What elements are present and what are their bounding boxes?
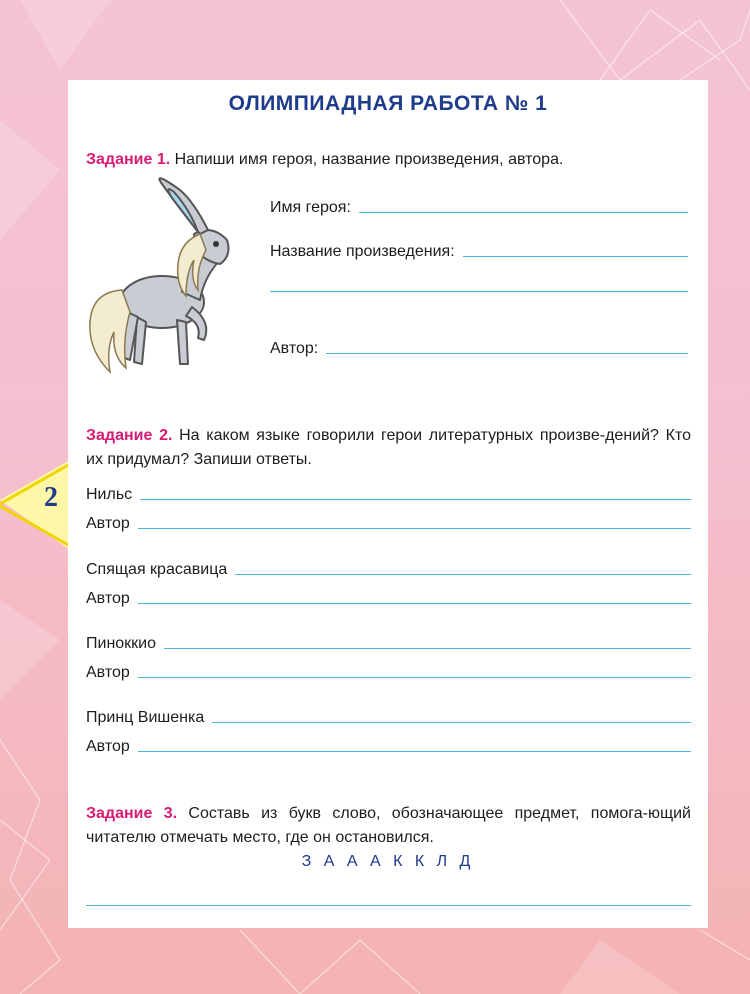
- author-label: Автор:: [270, 340, 319, 357]
- horse-illustration: [82, 172, 242, 382]
- answer-line[interactable]: [138, 751, 691, 752]
- answer-row-nils: [86, 486, 691, 504]
- work-title-field: [270, 243, 688, 261]
- answer-line[interactable]: [138, 677, 691, 678]
- task1-label: Задание 1.: [86, 151, 171, 168]
- answer-line[interactable]: [212, 722, 691, 723]
- task1-prompt: [86, 148, 691, 172]
- answer-line[interactable]: [140, 499, 691, 500]
- task2-label: Задание 2.: [86, 427, 173, 444]
- author-row-sleeping-beauty: [86, 590, 691, 608]
- task3-prompt: [86, 802, 691, 850]
- scrambled-letters: З А А А К К Л Д: [301, 853, 475, 870]
- task2-prompt: [86, 424, 691, 472]
- page-title: ОЛИМПИАДНАЯ РАБОТА № 1: [228, 92, 548, 115]
- author-row-pinocchio: [86, 664, 691, 682]
- work-title-answer-line[interactable]: [463, 256, 688, 257]
- author-label: Автор: [86, 664, 130, 681]
- hero-name-answer-line[interactable]: [359, 212, 688, 213]
- answer-row-pinocchio: [86, 635, 691, 653]
- item-label: Спящая красавица: [86, 561, 228, 578]
- answer-row-prince-cherry: [86, 709, 691, 727]
- task1-text: Напиши имя героя, название произведения, автора.: [174, 151, 564, 168]
- hero-name-label: Имя героя:: [270, 199, 351, 216]
- work-title-answer-line-2[interactable]: [270, 291, 688, 292]
- page-number: 2: [44, 482, 58, 513]
- work-title-label: Название произведения:: [270, 243, 455, 260]
- author-field: [270, 340, 688, 358]
- answer-line[interactable]: [235, 574, 691, 575]
- task3-answer-line[interactable]: [86, 905, 691, 906]
- task2-text: На каком языке говорили герои литературных произве-дений? Кто их придумал? Запиши ответы.: [86, 427, 691, 468]
- answer-line[interactable]: [138, 528, 691, 529]
- author-row-prince-cherry: [86, 738, 691, 756]
- item-label: Пиноккио: [86, 635, 157, 652]
- author-answer-line[interactable]: [326, 353, 688, 354]
- author-label: Автор: [86, 738, 130, 755]
- author-label: Автор: [86, 515, 130, 532]
- task3-label: Задание 3.: [86, 805, 178, 822]
- item-label: Нильс: [86, 486, 133, 503]
- answer-line[interactable]: [138, 603, 691, 604]
- author-row-nils: [86, 515, 691, 533]
- task3-text: Составь из букв слово, обозначающее предмет, помога-ющий читателю отмечать место, где он остановился.: [86, 805, 691, 846]
- author-label: Автор: [86, 590, 130, 607]
- item-label: Принц Вишенка: [86, 709, 205, 726]
- answer-line[interactable]: [164, 648, 691, 649]
- answer-row-sleeping-beauty: [86, 561, 691, 579]
- hero-name-field: [270, 199, 688, 217]
